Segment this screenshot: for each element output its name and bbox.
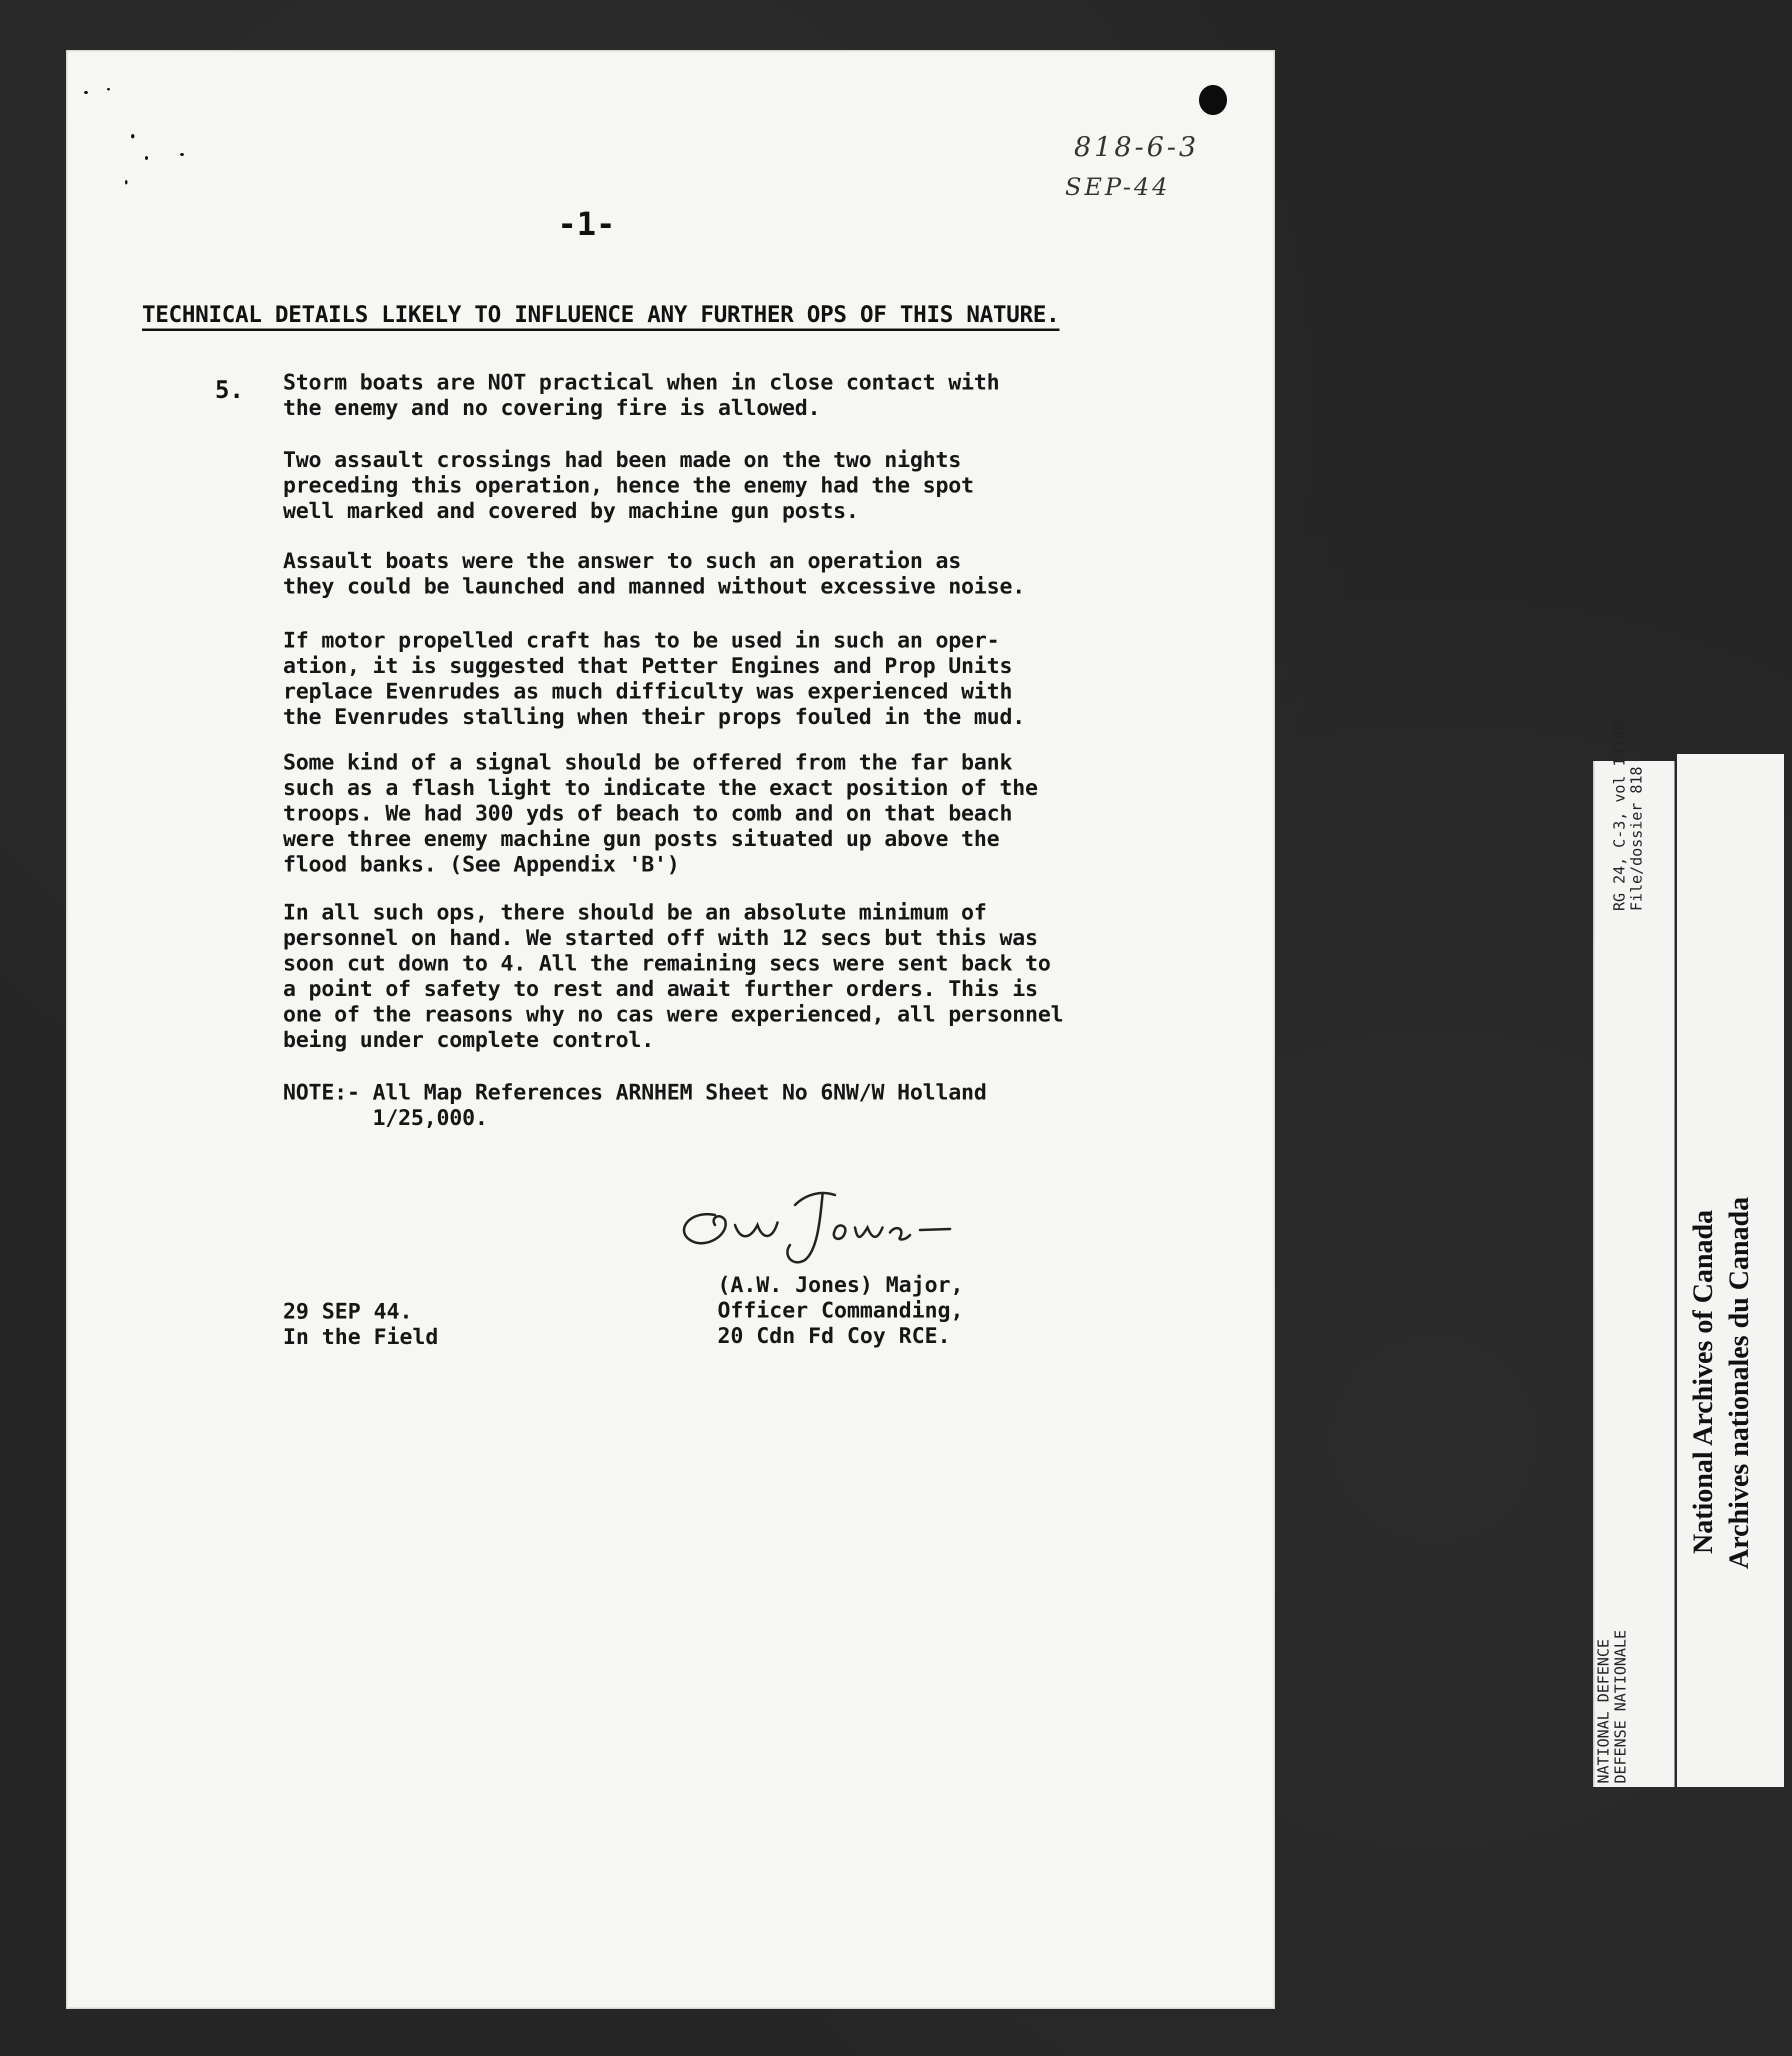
archive-tab-archives [1677, 754, 1784, 1787]
signature [670, 1185, 1000, 1270]
punch-hole [1199, 85, 1227, 115]
map-reference-note: NOTE:- All Map References ARNHEM Sheet No 6NW/W Holland 1/25,000. [283, 1080, 987, 1130]
archive-tab-department [1593, 721, 1674, 1787]
archives-label-fr: Archives nationales du Canada [1724, 1196, 1754, 1569]
paragraph-assault-crossings: Two assault crossings had been made on the two nights preceding this operation, hence the enemy had the spot well marked and covered by machine gun posts. [283, 448, 974, 524]
speck [180, 153, 184, 156]
paragraph-personnel: In all such ops, there should be an absolute minimum of personnel on hand. We started off with 12 secs but this was soon cut down to 4. All the remaining secs were sent back to a point of safety to rest and await further orders. This is one of the reasons why no cas were experienced, all personnel being under complete control. [283, 900, 1064, 1052]
page-number: -1- [558, 206, 616, 243]
reference-label: RG 24, C-3, vol 14748 File/dossier 818 [1611, 721, 1646, 911]
handwritten-date: SEP-44 [1065, 173, 1170, 201]
speck [131, 134, 134, 138]
signatory-block: (A.W. Jones) Major, Officer Commanding, 20 Cdn Fd Coy RCE. [718, 1272, 964, 1348]
section-heading: TECHNICAL DETAILS LIKELY TO INFLUENCE ANY FURTHER OPS OF THIS NATURE. [142, 301, 1060, 331]
archives-label-en: National Archives of Canada [1688, 1210, 1718, 1554]
handwritten-reference: 818-6-3 [1074, 131, 1200, 162]
date-and-place: 29 SEP 44. In the Field [283, 1299, 438, 1350]
speck [125, 180, 128, 184]
paragraph-storm-boats: Storm boats are NOT practical when in close contact with the enemy and no covering fire is allowed. [283, 370, 1000, 420]
item-number: 5. [215, 376, 244, 404]
paragraph-assault-boats: Assault boats were the answer to such an operation as they could be launched and manned without excessive noise. [283, 548, 1026, 599]
department-label: NATIONAL DEFENCE DEFENSE NATIONALE [1595, 1630, 1630, 1784]
paragraph-motor-craft: If motor propelled craft has to be used in such an oper- ation, it is suggested that Petter Engines and Prop Units replace Evenrudes as much difficulty was experienced with the Evenrudes stalling when their props fouled in the mud. [283, 628, 1026, 730]
speck [84, 91, 88, 94]
speck [107, 88, 110, 90]
speck [145, 156, 148, 160]
paragraph-signal: Some kind of a signal should be offered from the far bank such as a flash light to indicate the exact position of the troops. We had 300 yds of beach to comb and on that beach were three enemy machine gun posts situated up above the flood banks. (See Appendix 'B') [283, 750, 1038, 877]
